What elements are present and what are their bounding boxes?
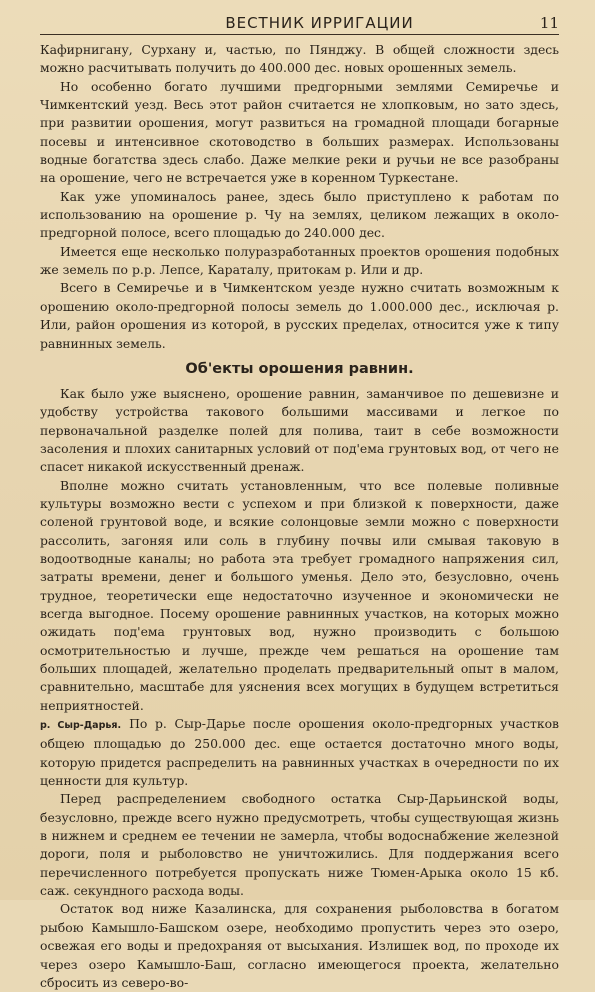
paragraph: Имеется еще несколько полуразработанных проектов орошения подобных же земель по р.р. Лепсе, Караталу, притокам р. Или и др. <box>40 243 559 278</box>
paragraph: Всего в Семиречье и в Чимкентском уезде нужно считать возможным к орошению около-предгорной полосы земель до 1.000.000 дес., исключая р. Или, район орошения из которой, в русских пределах, относится уже к типу равнинных земель. <box>40 280 559 351</box>
sidehead: р. Сыр-Дарья. <box>40 720 122 732</box>
running-head: ВЕСТНИК ИРРИГАЦИИ <box>225 14 414 32</box>
paragraph-syr-darya <box>40 715 559 790</box>
page-number: 11 <box>539 14 559 32</box>
section-title: Об'екты орошения равнин. <box>185 360 414 377</box>
paragraph: Как было уже выяснено, орошение равнин, заманчивое по дешевизне и удобству устройства такового большими массивами и легкое по первоначальной разделке полей для полива, таит в себе возможности засоления и плохих санитарных условий от под'ема грунтовых вод, от чего не спасет никакой искусственный дренаж. <box>40 385 559 475</box>
paragraph: Как уже упоминалось ранее, здесь было приступлено к работам по использованию на орошение р. Чу на землях, целиком лежащих в около-предгорной полосе, всего площадью до 240.000 дес. <box>40 188 559 241</box>
paragraph-text: По р. Сыр-Дарье после орошения около-предгорных участков общею площадью до 250.000 дес. еще остается достаточно много воды, которую придется распределить на равнинных участках в очередности по их ценности для культур. <box>40 716 559 789</box>
paragraph: Кафирнигану, Сурхану и, частью, по Пянджу. В общей сложности здесь можно расчитывать получить до 400.000 дес. новых орошенных земель. <box>40 42 559 76</box>
body-text <box>40 41 559 992</box>
paragraph: Остаток вод ниже Казалинска, для сохранения рыболовства в богатом рыбою Камышло-Башском озере, необходимо пропустить через это озеро, освежая его воды и предохраняя от высыхания. Излишек вод, по проходе их через озеро Камышло-Баш, согласно имеющегося проекта, желательно сбросить из северо-во- <box>40 901 559 990</box>
page-header <box>40 14 559 35</box>
paragraph: Но особенно богато лучшими предгорными землями Семиречье и Чимкентский уезд. Весь этот район считается не хлопковым, но зато здесь, при развитии орошения, могут развиться на громадной площади богарные посевы и интенсивное скотоводство в больших размерах. Использованы водные богатства здесь слабо. Даже мелкие реки и ручьи не все разобраны на орошение, чего не встречается уже в коренном Туркестане. <box>40 78 559 186</box>
paragraph: Вполне можно считать установленным, что все полевые поливные культуры возможно вести с успехом и при близкой к поверхности, даже соленой грунтовой воде, и всякие солонцовые земли можно с поверхности рассолить, загоняя или соль в глубину почвы или смывая таковую в водоотводные каналы; но работа эта требует громадного напряжения сил, затраты времени, денег и большого уменья. Дело это, безусловно, очень трудное, теоретически еще недостаточно изученное и экономически не всегда выгодное. Посему орошение равнинных участков, на которых можно ожидать под'ема грунтовых вод, нужно производить с большою осмотрительностью и лучше, прежде чем решаться на орошение там больших площадей, желательно проделать предварительный опыт в малом, сравнительно, масштабе для уяснения всех могущих в будущем встретиться неприятностей. <box>40 477 559 713</box>
paragraph: Перед распределением свободного остатка Сыр-Дарьинской воды, безусловно, прежде всего нужно предусмотреть, чтобы существующая жизнь в нижнем и среднем ее течении не замерла, чтобы водоснабжение железной дороги, поля и рыболовство не уничтожились. Для поддержания всего перечисленного потребуется пропускать ниже Тюмен-Арыка около 15 кб. саж. секундного расхода воды. <box>40 791 559 899</box>
